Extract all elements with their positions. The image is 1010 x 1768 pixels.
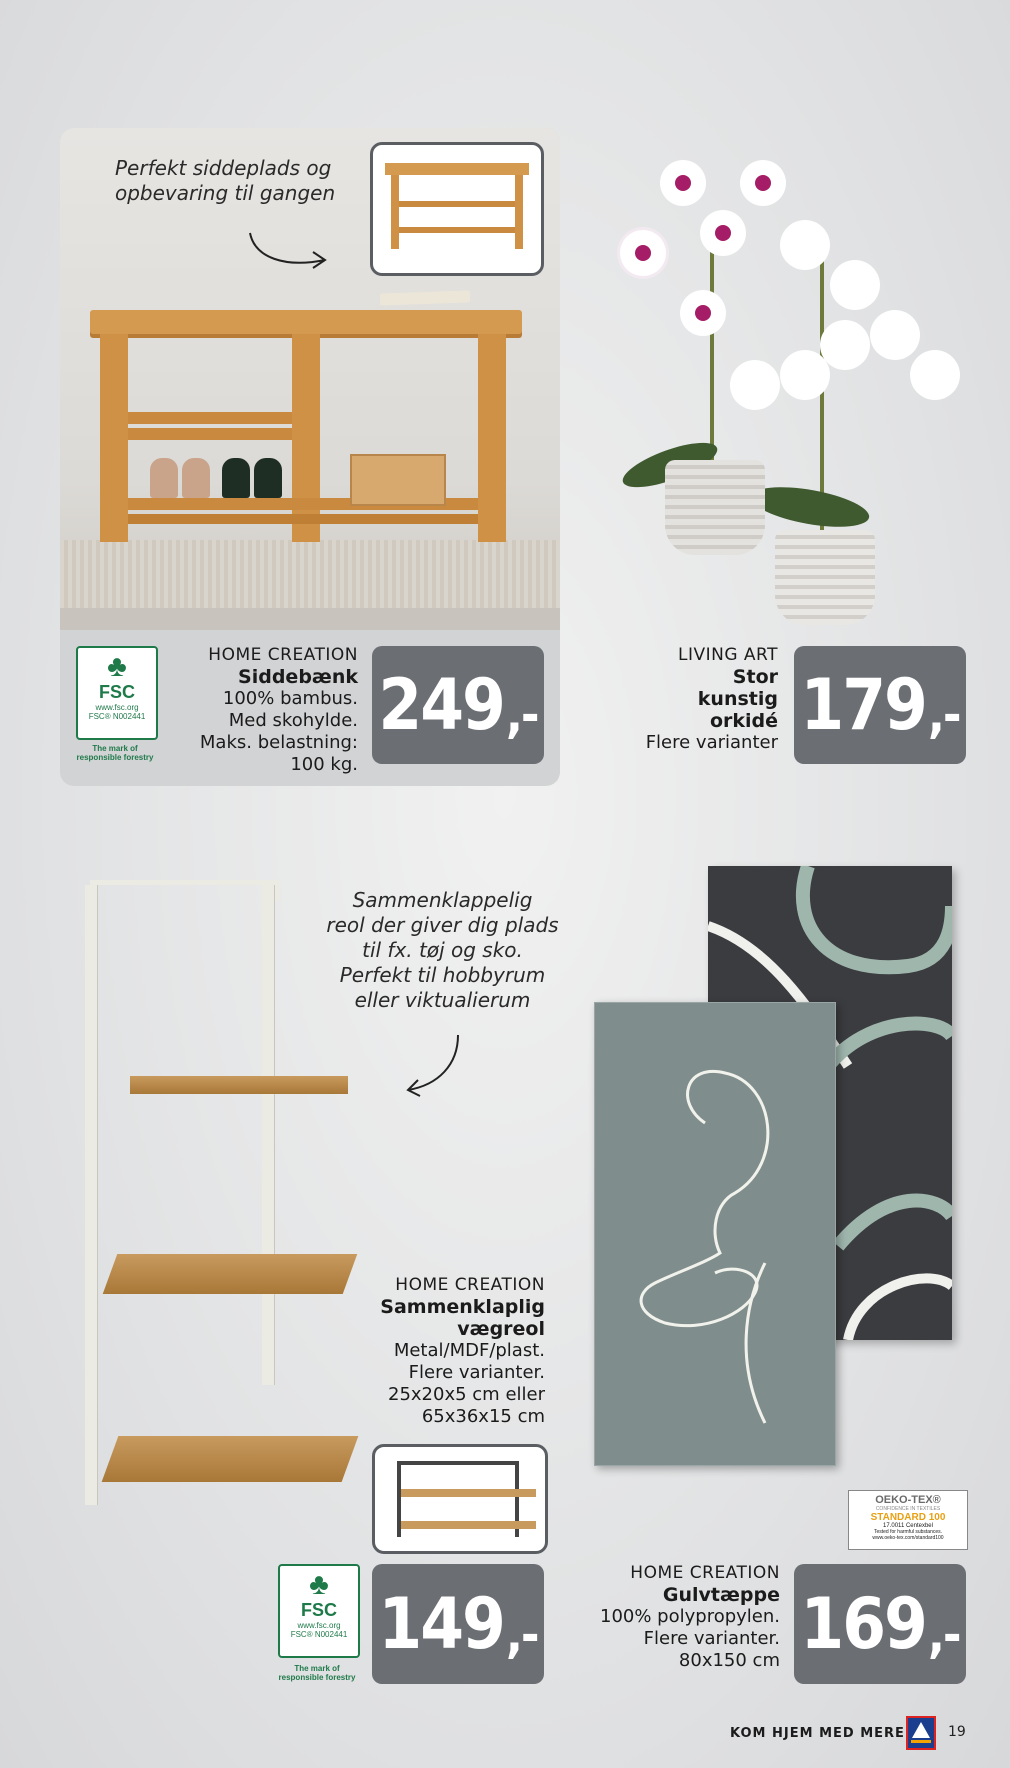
price-value: 169 <box>800 1583 926 1665</box>
fsc-code: FSC® N002441 <box>88 712 146 721</box>
curved-arrow-icon <box>398 1030 468 1100</box>
product-detail: Maks. belastning: <box>199 732 358 753</box>
shelf-photo <box>80 880 360 1520</box>
leaf <box>748 480 872 534</box>
flower-center <box>675 175 691 191</box>
shelf-rail <box>262 885 274 1385</box>
thumb-shelf <box>399 201 515 207</box>
orchid-price <box>794 646 966 764</box>
floor-rug <box>60 540 560 610</box>
price-suffix: ,- <box>927 686 960 744</box>
face-line-art <box>595 1003 835 1465</box>
product-name: Gulvtæppe <box>662 1584 780 1606</box>
flower <box>780 220 830 270</box>
bench-thumbnail <box>370 142 544 276</box>
shelf-board <box>102 1436 359 1482</box>
thumb-leg <box>391 175 399 249</box>
shelf-info <box>340 1274 545 1428</box>
thumb-rail <box>397 1461 517 1465</box>
product-detail: Flere varianter. <box>643 1628 780 1649</box>
flower-center <box>715 225 731 241</box>
shelf-board <box>130 1076 348 1094</box>
product-detail: 100 kg. <box>290 754 358 775</box>
shelf-caption <box>320 888 565 1013</box>
shelf-frame-top <box>90 880 280 901</box>
price-value: 149 <box>378 1583 504 1665</box>
footer-slogan: KOM HJEM MED MERE <box>730 1726 905 1741</box>
caption-line: Sammenklappelig <box>352 888 533 912</box>
product-detail: Flere varianter. <box>408 1362 545 1383</box>
bench-shelf <box>128 412 292 424</box>
bench-photo <box>60 128 560 630</box>
oeko-note: www.oeko-tex.com/standard100 <box>872 1535 944 1541</box>
shoe <box>182 458 210 498</box>
stem <box>710 220 714 480</box>
fsc-name: FSC <box>99 682 135 702</box>
bench-caption <box>115 156 345 206</box>
product-detail: Med skohylde. <box>228 710 358 731</box>
bench-info <box>178 644 358 776</box>
bench-leg <box>478 334 506 542</box>
bench-shelf <box>128 428 292 440</box>
caption-line: reol der giver dig plads <box>326 913 559 937</box>
flower <box>910 350 960 400</box>
fsc-tagline-line: responsible forestry <box>76 753 154 762</box>
tree-icon: ♣ <box>107 650 127 683</box>
aldi-stripe <box>911 1740 931 1743</box>
rug-info <box>580 1562 780 1672</box>
fsc-tagline <box>272 1664 362 1682</box>
tree-icon: ♣ <box>309 1568 329 1601</box>
caption-line: opbevaring til gangen <box>115 181 336 205</box>
product-name: orkidé <box>709 710 778 732</box>
price-value: 249 <box>378 664 504 746</box>
product-brand: HOME CREATION <box>630 1563 780 1583</box>
orchid-info <box>620 644 778 754</box>
thumb-shelf <box>401 1489 536 1497</box>
bench-leg <box>292 334 320 542</box>
product-detail: 100% polypropylen. <box>600 1606 780 1627</box>
price-suffix: ,- <box>505 1606 538 1664</box>
wooden-box <box>350 454 446 506</box>
oeko-note: Tested for harmful substances. <box>873 1529 943 1535</box>
product-detail: 65x36x15 cm <box>421 1406 545 1427</box>
product-name: Stor <box>732 666 778 688</box>
caption-line: eller viktualierum <box>354 988 531 1012</box>
shelf-rail <box>85 885 97 1505</box>
fsc-tagline <box>70 744 160 762</box>
price-value: 179 <box>800 664 926 746</box>
page-number: 19 <box>948 1724 966 1740</box>
product-brand: LIVING ART <box>677 645 778 665</box>
thumb-top <box>385 163 529 175</box>
product-name: kunstig <box>697 688 778 710</box>
bench-shelf <box>128 514 478 524</box>
fsc-name: FSC <box>301 1600 337 1620</box>
bench-panel <box>60 128 560 786</box>
bench-top <box>90 310 522 334</box>
thumb-shelf <box>401 1521 536 1529</box>
flower <box>780 350 830 400</box>
books <box>380 290 470 305</box>
pot <box>775 530 875 625</box>
thumb-leg <box>515 175 523 249</box>
oeko-standard: STANDARD 100 <box>870 1512 946 1523</box>
product-name: vægreol <box>457 1318 545 1340</box>
shelf-price <box>372 1564 544 1684</box>
oeko-subtitle: CONFIDENCE IN TEXTILES <box>875 1506 941 1512</box>
oeko-code: 17.0011 Centexbel <box>883 1523 933 1529</box>
fsc-logo <box>278 1564 360 1658</box>
pot <box>665 460 765 555</box>
thumb-shelf <box>399 227 515 233</box>
flower-center <box>695 305 711 321</box>
caption-line: til fx. tøj og sko. <box>362 938 523 962</box>
shoe <box>222 458 250 498</box>
oeko-tex-label <box>848 1490 968 1550</box>
curved-arrow-icon <box>245 228 335 278</box>
product-detail: 100% bambus. <box>222 688 358 709</box>
product-brand: HOME CREATION <box>208 645 358 665</box>
rug-price <box>794 1564 966 1684</box>
aldi-logo <box>906 1716 936 1750</box>
shoe <box>254 458 282 498</box>
price-suffix: ,- <box>927 1606 960 1664</box>
caption-line: Perfekt til hobbyrum <box>339 963 546 987</box>
shelf-board <box>103 1254 358 1294</box>
flower <box>730 360 780 410</box>
flower <box>820 320 870 370</box>
fsc-tagline-line: The mark of <box>92 744 138 753</box>
product-detail: 80x150 cm <box>678 1650 780 1671</box>
price-suffix: ,- <box>505 686 538 744</box>
product-brand: HOME CREATION <box>395 1275 545 1295</box>
product-name: Siddebænk <box>238 666 358 688</box>
product-detail: Flere varianter <box>645 732 778 753</box>
flower-center <box>755 175 771 191</box>
product-detail: 25x20x5 cm eller <box>388 1384 545 1405</box>
flower <box>870 310 920 360</box>
fsc-tagline-line: The mark of <box>294 1664 340 1673</box>
fsc-logo <box>76 646 158 740</box>
bench-leg <box>100 334 128 542</box>
floor <box>60 608 560 630</box>
flower <box>830 260 880 310</box>
aldi-a-icon <box>912 1722 930 1738</box>
flower-center <box>635 245 651 261</box>
fsc-tagline-line: responsible forestry <box>278 1673 356 1682</box>
fsc-code: FSC® N002441 <box>290 1630 348 1639</box>
shelf-thumbnail <box>372 1444 548 1554</box>
orchid-photo <box>580 130 990 630</box>
fsc-url: www.fsc.org <box>297 1621 341 1630</box>
bench-price <box>372 646 544 764</box>
rug-teal <box>594 1002 836 1466</box>
product-detail: Metal/MDF/plast. <box>393 1340 545 1361</box>
fsc-url: www.fsc.org <box>95 703 139 712</box>
shoe <box>150 458 178 498</box>
oeko-title: OEKO-TEX® <box>875 1494 941 1506</box>
product-name: Sammenklaplig <box>380 1296 545 1318</box>
caption-line: Perfekt siddeplads og <box>115 156 332 180</box>
